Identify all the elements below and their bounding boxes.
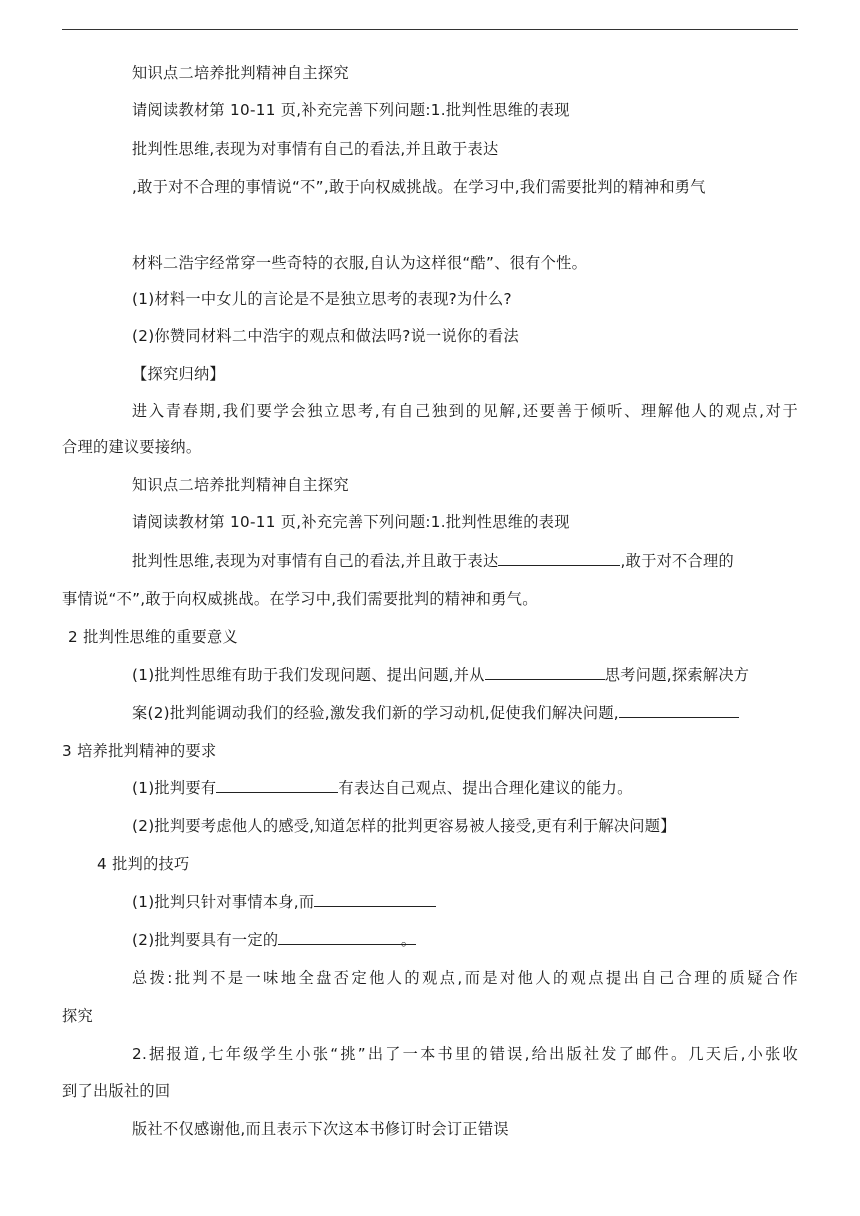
case-line: 版社不仅感谢他,而且表示下次这本书修订时会订正错误 xyxy=(132,1120,509,1138)
material-two: 材料二浩宇经常穿一些奇特的衣服,自认为这样很“酷”、很有个性。 xyxy=(132,254,588,272)
paragraph-line: 批判性思维,表现为对事情有自己的看法,并且敢于表达 xyxy=(132,140,499,158)
fill-line xyxy=(62,777,798,799)
question-2: (2)你赞同材料二中浩宇的观点和做法吗?说一说你的看法 xyxy=(132,327,519,345)
instruction-line: 请阅读教材第 10-11 页,补充完善下列问题:1.批判性思维的表现 xyxy=(132,101,570,119)
section-heading: 知识点二培养批判精神自主探究 xyxy=(132,476,349,494)
subheading: 3 培养批判精神的要求 xyxy=(62,742,217,760)
summary-line: 进入青春期,我们要学会独立思考,有自己独到的见解,还要善于倾听、理解他人的观点,对于 xyxy=(132,402,798,420)
subheading: 2 批判性思维的重要意义 xyxy=(68,628,238,646)
answer-blank[interactable] xyxy=(485,664,605,680)
paragraph-line: ,敢于对不合理的事情说“不”,敢于向权威挑战。在学习中,我们需要批判的精神和勇气 xyxy=(132,178,706,196)
fill-text: (1)批判要有 xyxy=(132,779,217,797)
fill-line xyxy=(62,550,798,572)
fill-line xyxy=(62,929,798,951)
subheading: 4 批判的技巧 xyxy=(97,855,190,873)
question-1: (1)材料一中女儿的言论是不是独立思考的表现?为什么? xyxy=(132,290,512,308)
paragraph-line: (2)批判要考虑他人的感受,知道怎样的批判更容易被人接受,更有利于解决问题】 xyxy=(132,817,676,835)
fill-text: ,敢于对不合理的 xyxy=(620,552,735,570)
summary-line: 总拨:批判不是一味地全盘否定他人的观点,而是对他人的观点提出自己合理的质疑合作 xyxy=(132,969,798,987)
fill-text: (1)批判性思维有助于我们发现问题、提出问题,并从 xyxy=(132,666,485,684)
header-rule xyxy=(62,29,798,30)
section-heading: 知识点二培养批判精神自主探究 xyxy=(132,64,349,82)
case-line: 2.据报道,七年级学生小张“挑”出了一本书里的错误,给出版社发了邮件。几天后,小张收 xyxy=(132,1045,798,1063)
fill-line xyxy=(62,702,798,724)
fill-text: 案(2)批判能调动我们的经验,激发我们新的学习动机,促使我们解决问题, xyxy=(132,704,619,722)
summary-line: 探究 xyxy=(62,1007,93,1025)
answer-blank[interactable] xyxy=(278,929,417,949)
fill-line xyxy=(62,891,798,913)
blank-period: 。 xyxy=(400,931,417,949)
fill-text: 有表达自己观点、提出合理化建议的能力。 xyxy=(338,779,633,797)
fill-line xyxy=(62,664,798,686)
answer-blank[interactable] xyxy=(216,777,338,793)
summary-heading: 【探究归纳】 xyxy=(132,365,225,383)
fill-text: 批判性思维,表现为对事情有自己的看法,并且敢于表达 xyxy=(132,552,499,570)
answer-blank[interactable] xyxy=(498,550,620,566)
summary-line: 合理的建议要接纳。 xyxy=(62,438,202,456)
answer-blank[interactable] xyxy=(619,702,739,718)
fill-text: 思考问题,探索解决方 xyxy=(604,666,750,684)
fill-text: (2)批判要具有一定的 xyxy=(132,931,279,949)
answer-blank[interactable] xyxy=(314,891,436,907)
instruction-line: 请阅读教材第 10-11 页,补充完善下列问题:1.批判性思维的表现 xyxy=(132,513,570,531)
fill-text: (1)批判只针对事情本身,而 xyxy=(132,893,315,911)
case-line: 到了出版社的回 xyxy=(62,1082,171,1100)
paragraph-line: 事情说“不”,敢于向权威挑战。在学习中,我们需要批判的精神和勇气。 xyxy=(62,590,538,608)
